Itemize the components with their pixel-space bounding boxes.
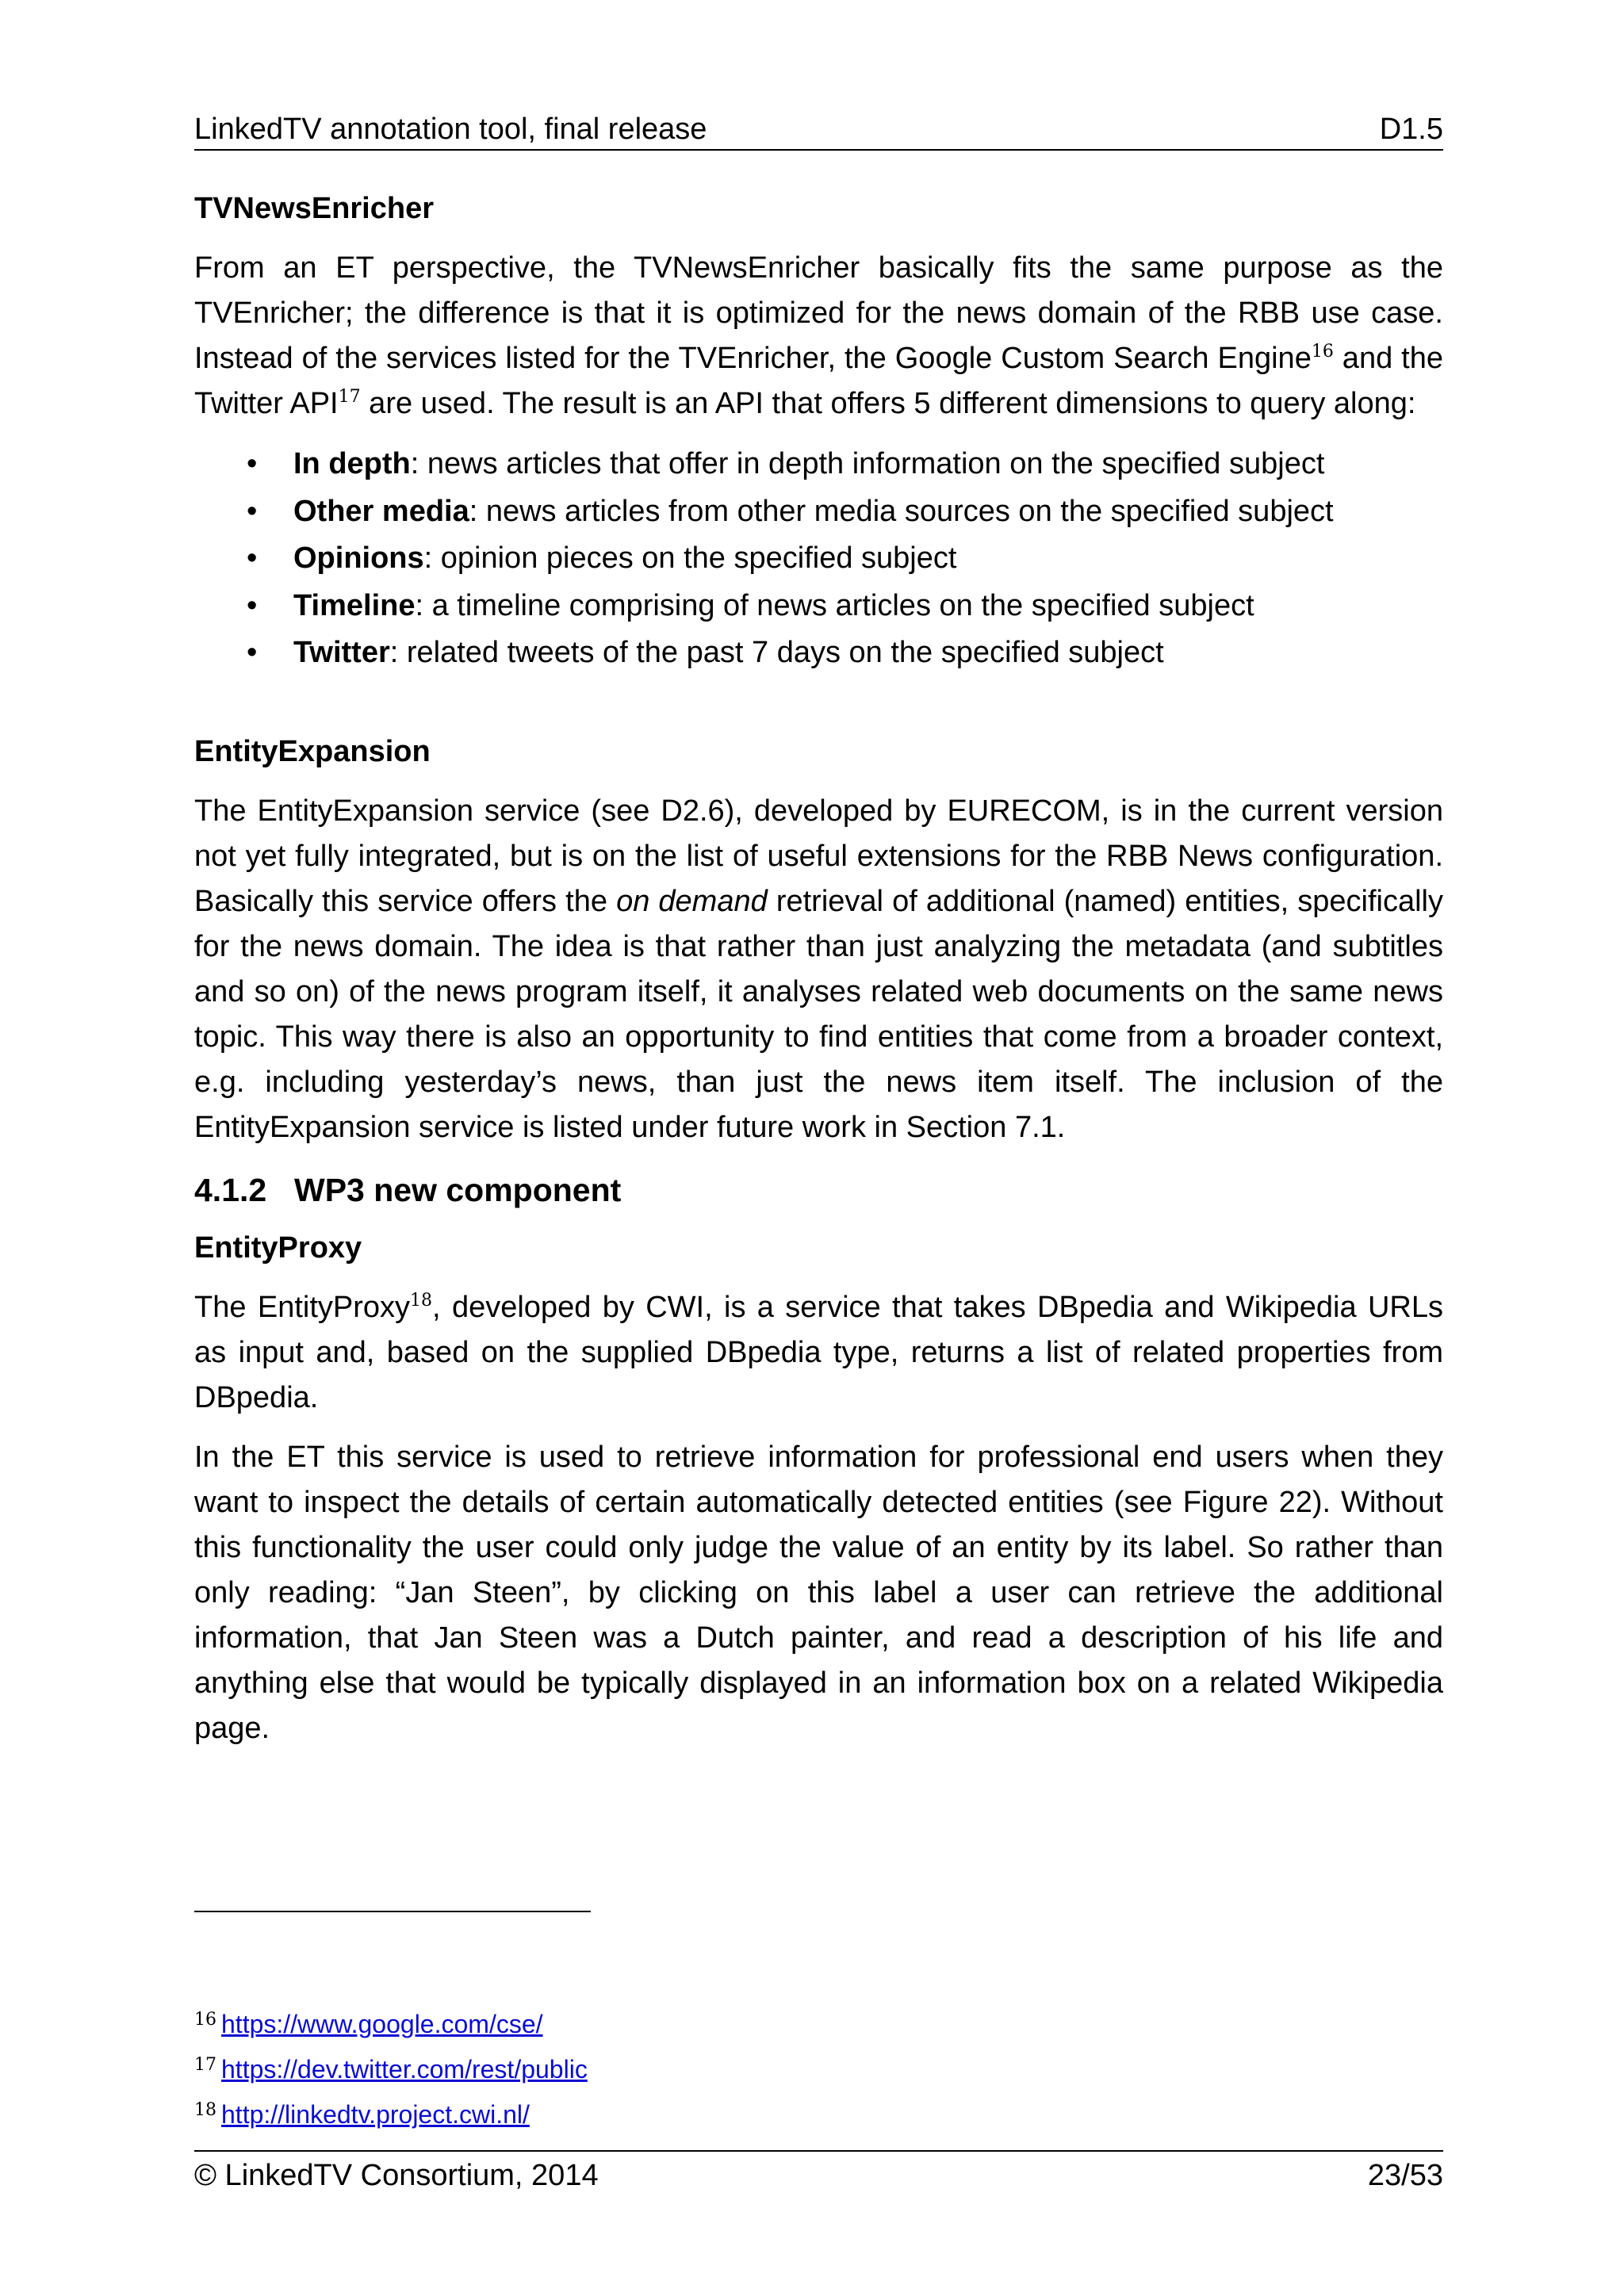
footnote-ref-16[interactable]: 16 (1311, 342, 1334, 362)
entityexpansion-paragraph: The EntityExpansion service (see D2.6), developed by EURECOM, is in the current version not yet fully integrated, but is on the list of useful extensions for the RBB News configuration. Basically this service offers the on demand retrieval of additional (named) entities, specifically for the news domain. The idea is that rather than just analyzing the metadata (and subtitles and so on) of the news program itself, it analyses related web documents on the same news topic. This way there is also an opportunity to find entities that come from a broader context, e.g. including yesterday’s news, than just the news item itself. The inclusion of the EntityExpansion service is listed under future work in Section 7.1. (194, 794, 1443, 1144)
footnote-16: $^{16}$ https://www.google.com/cse/ (194, 2010, 543, 2038)
footnote-link-17[interactable]: https://dev.twitter.com/rest/public (221, 2055, 588, 2084)
footnote-17: $^{17}$ https://dev.twitter.com/rest/public (194, 2055, 588, 2084)
page-footer (194, 2150, 1443, 2193)
tvnewsenricher-heading: TVNewsEnricher (194, 192, 434, 225)
bullet-icon: • (247, 636, 258, 669)
list-item: • Other media: news articles from other media sources on the specified subject (194, 488, 1443, 536)
footnote-ref-17[interactable]: 17 (338, 387, 361, 407)
footer-copyright: © LinkedTV Consortium, 2014 (194, 2159, 599, 2192)
spacer (194, 677, 1443, 729)
header-doc-id: D1.5 (1379, 113, 1443, 146)
bullet-icon: • (247, 494, 258, 528)
header-title: LinkedTV annotation tool, final release (194, 113, 707, 146)
entityproxy-paragraph-2: In the ET this service is used to retrieve information for professional end users when they want to inspect the details of certain automatically detected entities (see Figure 22). Without this functionality the user could only judge the value of an entity by its label. So rather than only reading: “Jan Steen”, by clicking on this label a user can retrieve the additional information, that Jan Steen was a Dutch painter, and read a description of his life and anything else that would be typically displayed in an information box on a related Wikipedia page. (194, 1440, 1443, 1745)
footnote-link-16[interactable]: https://www.google.com/cse/ (221, 2010, 543, 2038)
list-item: • Twitter: related tweets of the past 7 days on the specified subject (194, 629, 1443, 677)
page-number: 23/53 (1367, 2159, 1443, 2192)
tvnewsenricher-paragraph: From an ET perspective, the TVNewsEnricher basically fits the same purpose as the TVEnricher; the difference is that it is optimized for the news domain of the RBB use case. Instead of the services listed for the TVEnricher, the Google Custom Search Engine$^{16}$ and the Twitter API$^{17}$ are used. The result is an API that offers 5 different dimensions to query along: (194, 251, 1444, 420)
entityproxy-heading: EntityProxy (194, 1230, 362, 1265)
footnote-link-18[interactable]: http://linkedtv.project.cwi.nl/ (221, 2100, 530, 2129)
footnote-ref-18[interactable]: 18 (410, 1290, 433, 1311)
bullet-icon: • (247, 447, 258, 480)
list-item: • Opinions: opinion pieces on the specified subject (194, 535, 1443, 583)
list-item: • In depth: news articles that offer in depth information on the specified subject (194, 441, 1443, 488)
entityproxy-paragraph-1: The EntityProxy$^{18}$, developed by CWI, is a service that takes DBpedia and Wikipedia URLs as input and, based on the supplied DBpedia type, returns a list of related properties from DBpedia. (194, 1290, 1444, 1414)
footnote-separator (194, 1911, 591, 1912)
footnotes (194, 1999, 588, 2135)
entityexpansion-heading: EntityExpansion (194, 734, 431, 768)
section-heading: 4.1.2 WP3 new component (194, 1171, 622, 1208)
bullet-icon: • (247, 541, 258, 575)
footnote-18: $^{18}$ http://linkedtv.project.cwi.nl/ (194, 2100, 530, 2129)
dimensions-list (194, 441, 1443, 677)
bullet-icon: • (247, 588, 258, 622)
main-content (194, 186, 1443, 1766)
page-header (194, 111, 1443, 151)
list-item: • Timeline: a timeline comprising of news articles on the specified subject (194, 583, 1443, 630)
